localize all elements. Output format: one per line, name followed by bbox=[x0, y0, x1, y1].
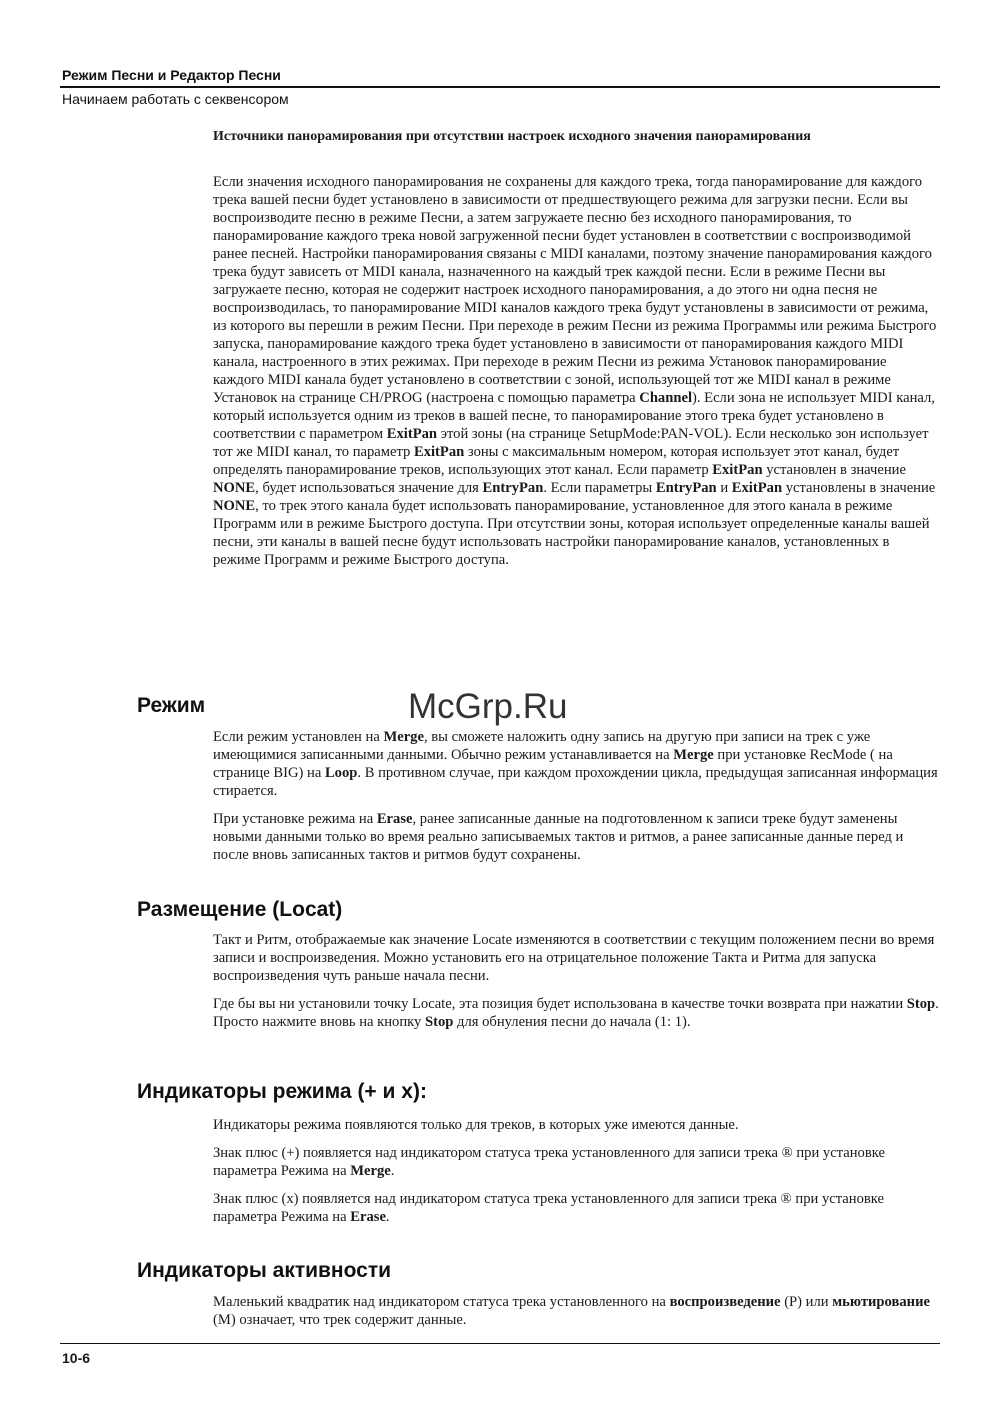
mode-indicators-heading: Индикаторы режима (+ и x): bbox=[137, 1080, 427, 1103]
watermark-logo: McGrp.Ru bbox=[408, 687, 568, 726]
activity-indicators-body bbox=[213, 1293, 940, 1329]
footer-rule bbox=[60, 1343, 940, 1344]
running-header-title: Режим Песни и Редактор Песни bbox=[62, 67, 281, 83]
activity-indicators-heading: Индикаторы активности bbox=[137, 1259, 392, 1282]
header-rule bbox=[60, 86, 940, 88]
mode-indicators-paragraph-2: Знак плюс (+) появляется над индикатором статуса трека установленного для записи трека ® при установке параметра Режима на Merge. bbox=[213, 1145, 885, 1179]
pan-sources-heading: Источники панорамирования при отсутствии настроек исходного значения панорамирования bbox=[213, 129, 811, 144]
activity-indicators-paragraph: Маленький квадратик над индикатором статуса трека установленного на воспроизведение (P) или мьютирование (M) означает, что трек содержит данные. bbox=[213, 1294, 930, 1328]
locate-paragraph-2: Где бы вы ни установили точку Locate, эта позиция будет использована в качестве точки возврата при нажатии Stop. Просто нажмите вновь на кнопку Stop для обнуления песни до начала (1: 1). bbox=[213, 996, 939, 1030]
page-number: 10-6 bbox=[62, 1350, 91, 1366]
locate-paragraph-1: Такт и Ритм, отображаемые как значение Locate изменяются в соответствии с текущим положением песни во время записи и воспроизведения. Можно установить его на отрицательное положение Такта и Ритма для запуска воспроизведения чуть раньше начала песни. bbox=[213, 932, 935, 984]
mode-paragraph-2: При установке режима на Erase, ранее записанные данные на подготовленном к записи треке будут заменены новыми данными только во время реально записываемых тактов и ритмов, а ранее записанные данные перед и после вновь записанных тактов и ритмов будут сохранены. bbox=[213, 811, 904, 863]
running-header-subtitle: Начинаем работать с секвенсором bbox=[62, 91, 289, 107]
mode-indicators-paragraph-3: Знак плюс (x) появляется над индикатором статуса трека установленного для записи трека ® при установке параметра Режима на Erase. bbox=[213, 1191, 884, 1225]
pan-sources-body bbox=[213, 173, 940, 569]
mode-paragraph-1: Если режим установлен на Merge, вы сможете наложить одну запись на другую при записи на трек с уже имеющимися записанными данными. Обычно режим устанавливается на Merge при установке RecMode ( на странице BIG) на Loop. В противном случае, при каждом прохождении цикла, предыдущая записанная информация стирается. bbox=[213, 729, 938, 799]
mode-body bbox=[213, 728, 940, 864]
locate-body bbox=[213, 931, 940, 1031]
locate-heading: Размещение (Locat) bbox=[137, 898, 343, 921]
mode-indicators-body bbox=[213, 1116, 940, 1226]
mode-heading: Режим bbox=[137, 694, 206, 717]
pan-sources-paragraph: Если значения исходного панорамирования не сохранены для каждого трека, тогда панорамирование для каждого трека вашей песни будет установлено в зависимости от предшествующего режима для загрузки песни. Если вы воспроизводите песню в режиме Песни, а затем загружаете песню без исходного панорамирования, то панорамирование каждого трека новой загруженной песни будет установлен в соответствии с воспроизводимой ранее песней. Настройки панорамирования связаны с MIDI каналами, поэтому значение панорамирования каждого трека будут зависеть от MIDI канала, назначенного на каждый трек каждой песни. Если в режиме Песни вы загружаете песню, которая не содержит настроек исходного панорамирования, а до этого ни одна песня не воспроизводилась, то панорамирование MIDI каналов каждого трека будут установлены в зависимости от режима, из которого вы перешли в режим Песни. При переходе в режим Песни из режима Программы или режима Быстрого запуска, панорамирование каждого трека будет установлено в зависимости от панорамирования каждого MIDI канала, настроенного в этих режимах. При переходе в режим Песни из режима Установок панорамирование каждого MIDI канала будет установлено в соответствии с зоной, использующей тот же MIDI канал в режиме Установок на странице CH/PROG (настроена с помощью параметра Channel). Если зона не использует MIDI канал, который используется одним из треков в вашей песне, то панорамирование этого трека будет установлено в соответствии с параметром ExitPan этой зоны (на странице SetupMode:PAN-VOL). Если несколько зон использует тот же MIDI канал, то параметр ExitPan зоны с максимальным номером, которая использует этот канал, будет определять панорамирование треков, использующих этот канал. Если параметр ExitPan установлен в значение NONE, будет использоваться значение для EntryPan. Если параметры EntryPan и ExitPan установлены в значение NONE, то трек этого канала будет использовать панорамирование, установленное для этого канала в режиме Программ или в режиме Быстрого доступа. При отсутствии зоны, которая использует определенные каналы вашей песни, эти каналы в вашей песне будут использовать настройки панорамирование каналов, установленных в режиме Программ и режиме Быстрого доступа. bbox=[213, 174, 937, 568]
mode-indicators-paragraph-1: Индикаторы режима появляются только для треков, в которых уже имеются данные. bbox=[213, 1117, 739, 1133]
